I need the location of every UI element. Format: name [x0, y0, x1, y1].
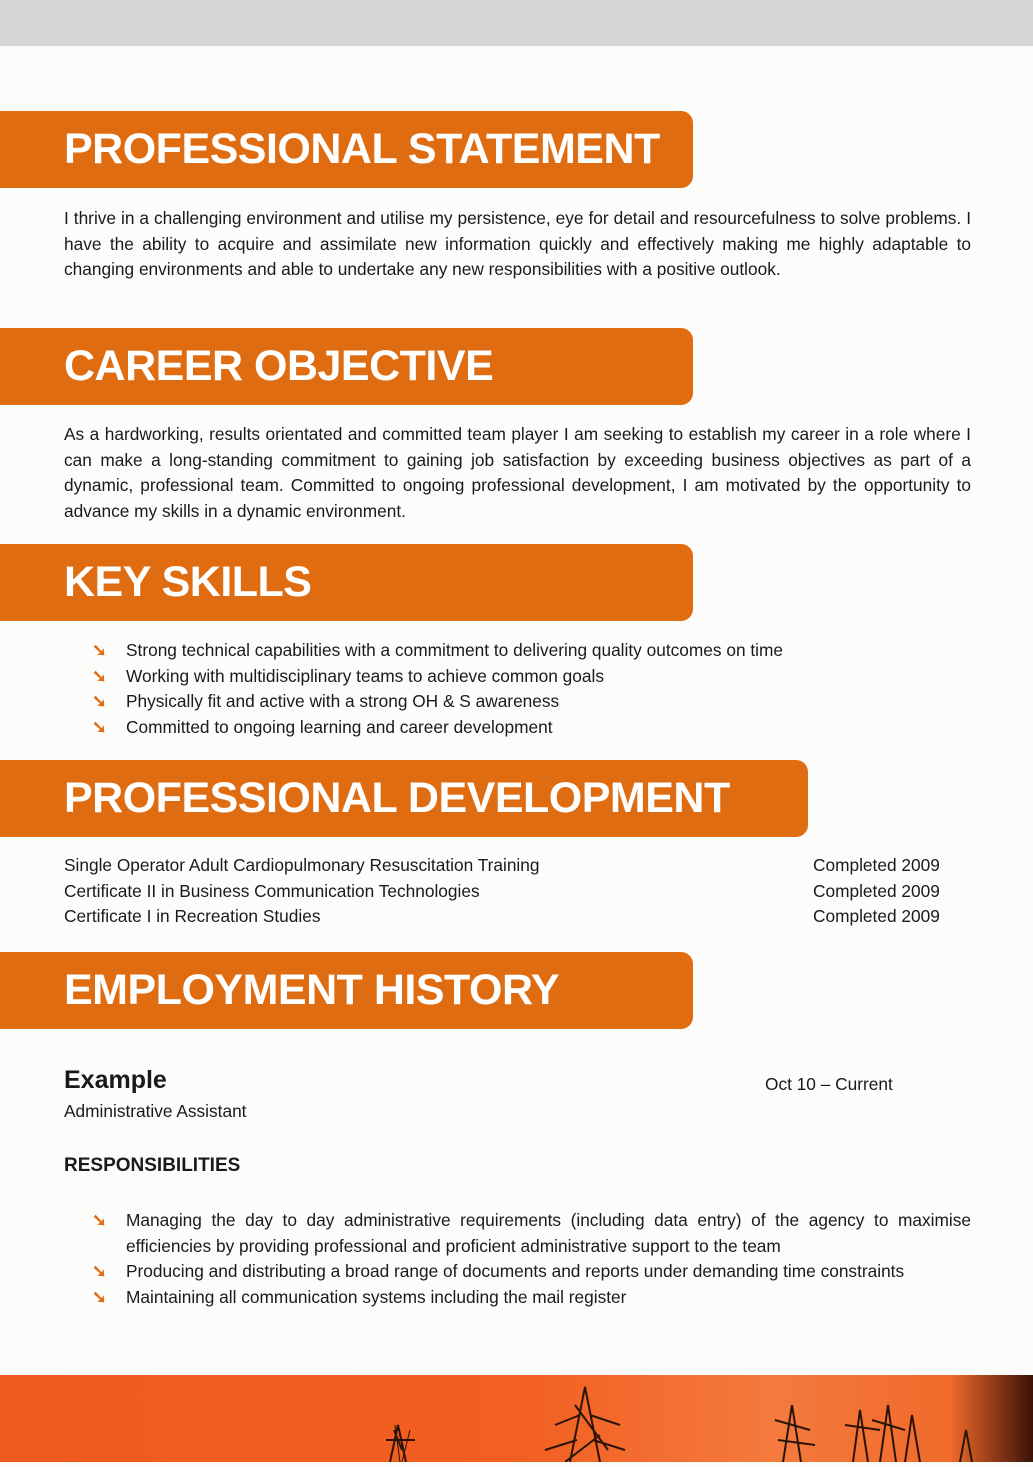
section-title: CAREER OBJECTIVE: [64, 342, 494, 390]
arrow-down-right-icon: ➘: [92, 1286, 107, 1307]
statement-text: I thrive in a challenging environment and utilise my persistence, eye for detail and resourcefulness to solve problems. I have the ability to acquire and assimilate new information quickly and effectively making me highly adaptable to changing environments and able to undertake any new responsibilities with a positive outlook.: [64, 208, 971, 279]
employment-dates: Oct 10 – Current: [765, 1074, 893, 1094]
section-banner-employment: [0, 952, 693, 1029]
responsibilities-list: [92, 1208, 971, 1310]
list-item: ➘ Producing and distributing a broad range of documents and reports under demanding time constraints: [92, 1259, 971, 1285]
arrow-down-right-icon: ➘: [92, 665, 107, 686]
development-row: Single Operator Adult Cardiopulmonary Resuscitation Training Completed 2009: [64, 855, 940, 875]
development-row: Certificate I in Recreation Studies Completed 2009: [64, 906, 940, 926]
list-item: ➘ Working with multidisciplinary teams to achieve common goals: [92, 664, 971, 690]
section-banner-statement: [0, 111, 693, 188]
skills-list: [92, 638, 971, 740]
section-banner-skills: [0, 544, 693, 621]
list-item: ➘ Managing the day to day administrative requirements (including data entry) of the agency to maximise efficiencies by providing professional and proficient administrative support to the team: [92, 1210, 971, 1256]
job-role: Administrative Assistant: [64, 1101, 247, 1121]
section-title: KEY SKILLS: [64, 558, 312, 606]
section-title: EMPLOYMENT HISTORY: [64, 966, 560, 1014]
development-row: Certificate II in Business Communication Technologies Completed 2009: [64, 881, 940, 901]
arrow-down-right-icon: ➘: [92, 691, 107, 711]
power-tower-graphic: [0, 1375, 1033, 1462]
responsibilities-heading: RESPONSIBILITIES: [64, 1155, 241, 1176]
list-item: ➘ Physically fit and active with a strong OH & S awareness: [92, 689, 971, 715]
arrow-down-right-icon: ➘: [92, 716, 107, 737]
list-item: ➘ Strong technical capabilities with a commitment to delivering quality outcomes on time: [92, 638, 971, 664]
section-title: PROFESSIONAL DEVELOPMENT: [64, 774, 730, 822]
header-bar: [0, 0, 1033, 46]
list-item: ➘ Committed to ongoing learning and career development: [92, 715, 971, 741]
objective-text: As a hardworking, results orientated and committed team player I am seeking to establish my career in a role where I can make a long-standing commitment to gaining job satisfaction by exceeding business objectives as part of a dynamic, professional team. Committed to ongoing professional development, I am motivated by the opportunity to advance my skills in a dynamic environment.: [64, 424, 971, 521]
section-banner-objective: [0, 328, 693, 405]
arrow-down-right-icon: ➘: [92, 1261, 107, 1281]
list-item: ➘ Maintaining all communication systems including the mail register: [92, 1285, 971, 1311]
employer-name: Example: [64, 1066, 167, 1094]
footer-image-power-lines: [0, 1375, 1033, 1462]
section-title: PROFESSIONAL STATEMENT: [64, 125, 660, 173]
arrow-down-right-icon: ➘: [92, 640, 107, 660]
section-banner-development: [0, 760, 808, 837]
arrow-down-right-icon: ➘: [92, 1210, 107, 1230]
